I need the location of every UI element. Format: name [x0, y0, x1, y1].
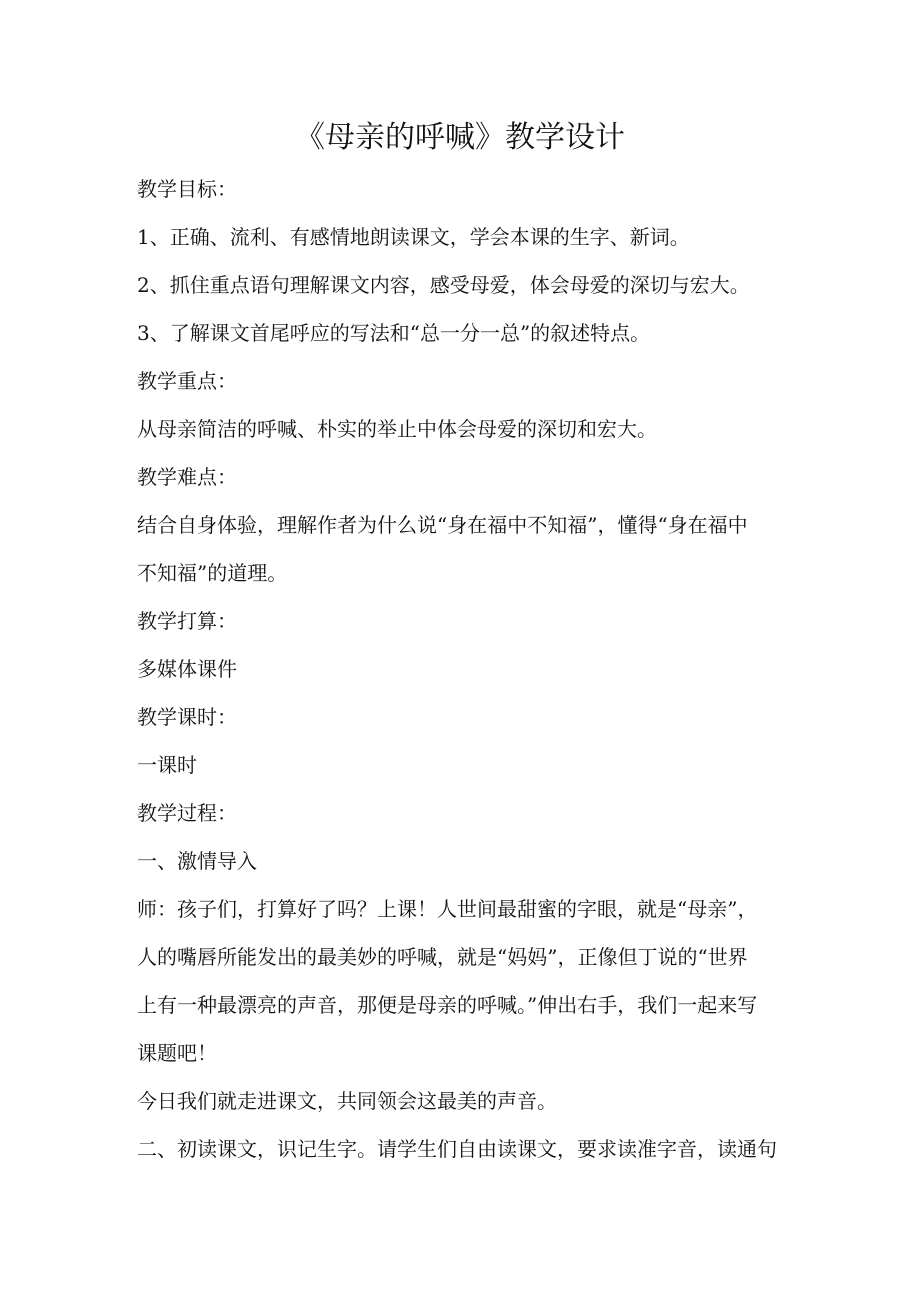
teacher-intro-line-2: 人的嘴唇所能发出的最美妙的呼喊，就是“妈妈”，正像但丁说的“世界: [137, 945, 748, 969]
heading-class-hours: 教学课时：: [137, 705, 237, 729]
teacher-intro-line-3: 上有一种最漂亮的声音，那便是母亲的呼喊。”伸出右手，我们一起来写: [137, 993, 758, 1017]
difficulties-text-line-1: 结合自身体验，理解作者为什么说“身在福中不知福”，懂得“身在福中: [137, 513, 748, 537]
teacher-intro-line-1: 师：孩子们，打算好了吗？上课！人世间最甜蜜的字眼，就是“母亲”，: [137, 897, 758, 921]
objective-1: 1、正确、流利、有感情地朗读课文，学会本课的生字、新词。: [137, 225, 690, 249]
section-2-heading: 二、初读课文，识记生字。请学生们自由读课文，要求读准字音，读通句: [137, 1137, 777, 1161]
objective-3: 3、了解课文首尾呼应的写法和“总一分一总”的叙述特点。: [137, 321, 651, 345]
heading-objectives: 教学目标：: [137, 177, 237, 201]
heading-difficulties: 教学难点：: [137, 465, 237, 489]
objective-2: 2、抓住重点语句理解课文内容，感受母爱，体会母爱的深切与宏大。: [137, 273, 750, 297]
teacher-intro-line-4: 课题吧！: [137, 1041, 217, 1065]
transition-text: 今日我们就走进课文，共同领会这最美的声音。: [137, 1089, 557, 1113]
difficulties-text-line-2: 不知福”的道理。: [137, 561, 288, 585]
section-1-heading: 一、激情导入: [137, 849, 257, 873]
heading-key-points: 教学重点：: [137, 369, 237, 393]
key-points-text: 从母亲简洁的呼喊、朴实的举止中体会母爱的深切和宏大。: [137, 417, 657, 441]
heading-process: 教学过程：: [137, 801, 237, 825]
document-title: 《母亲的呼喊》教学设计: [295, 120, 625, 155]
preparation-text: 多媒体课件: [137, 657, 237, 681]
class-hours-text: 一课时: [137, 753, 197, 777]
heading-preparation: 教学打算：: [137, 609, 237, 633]
